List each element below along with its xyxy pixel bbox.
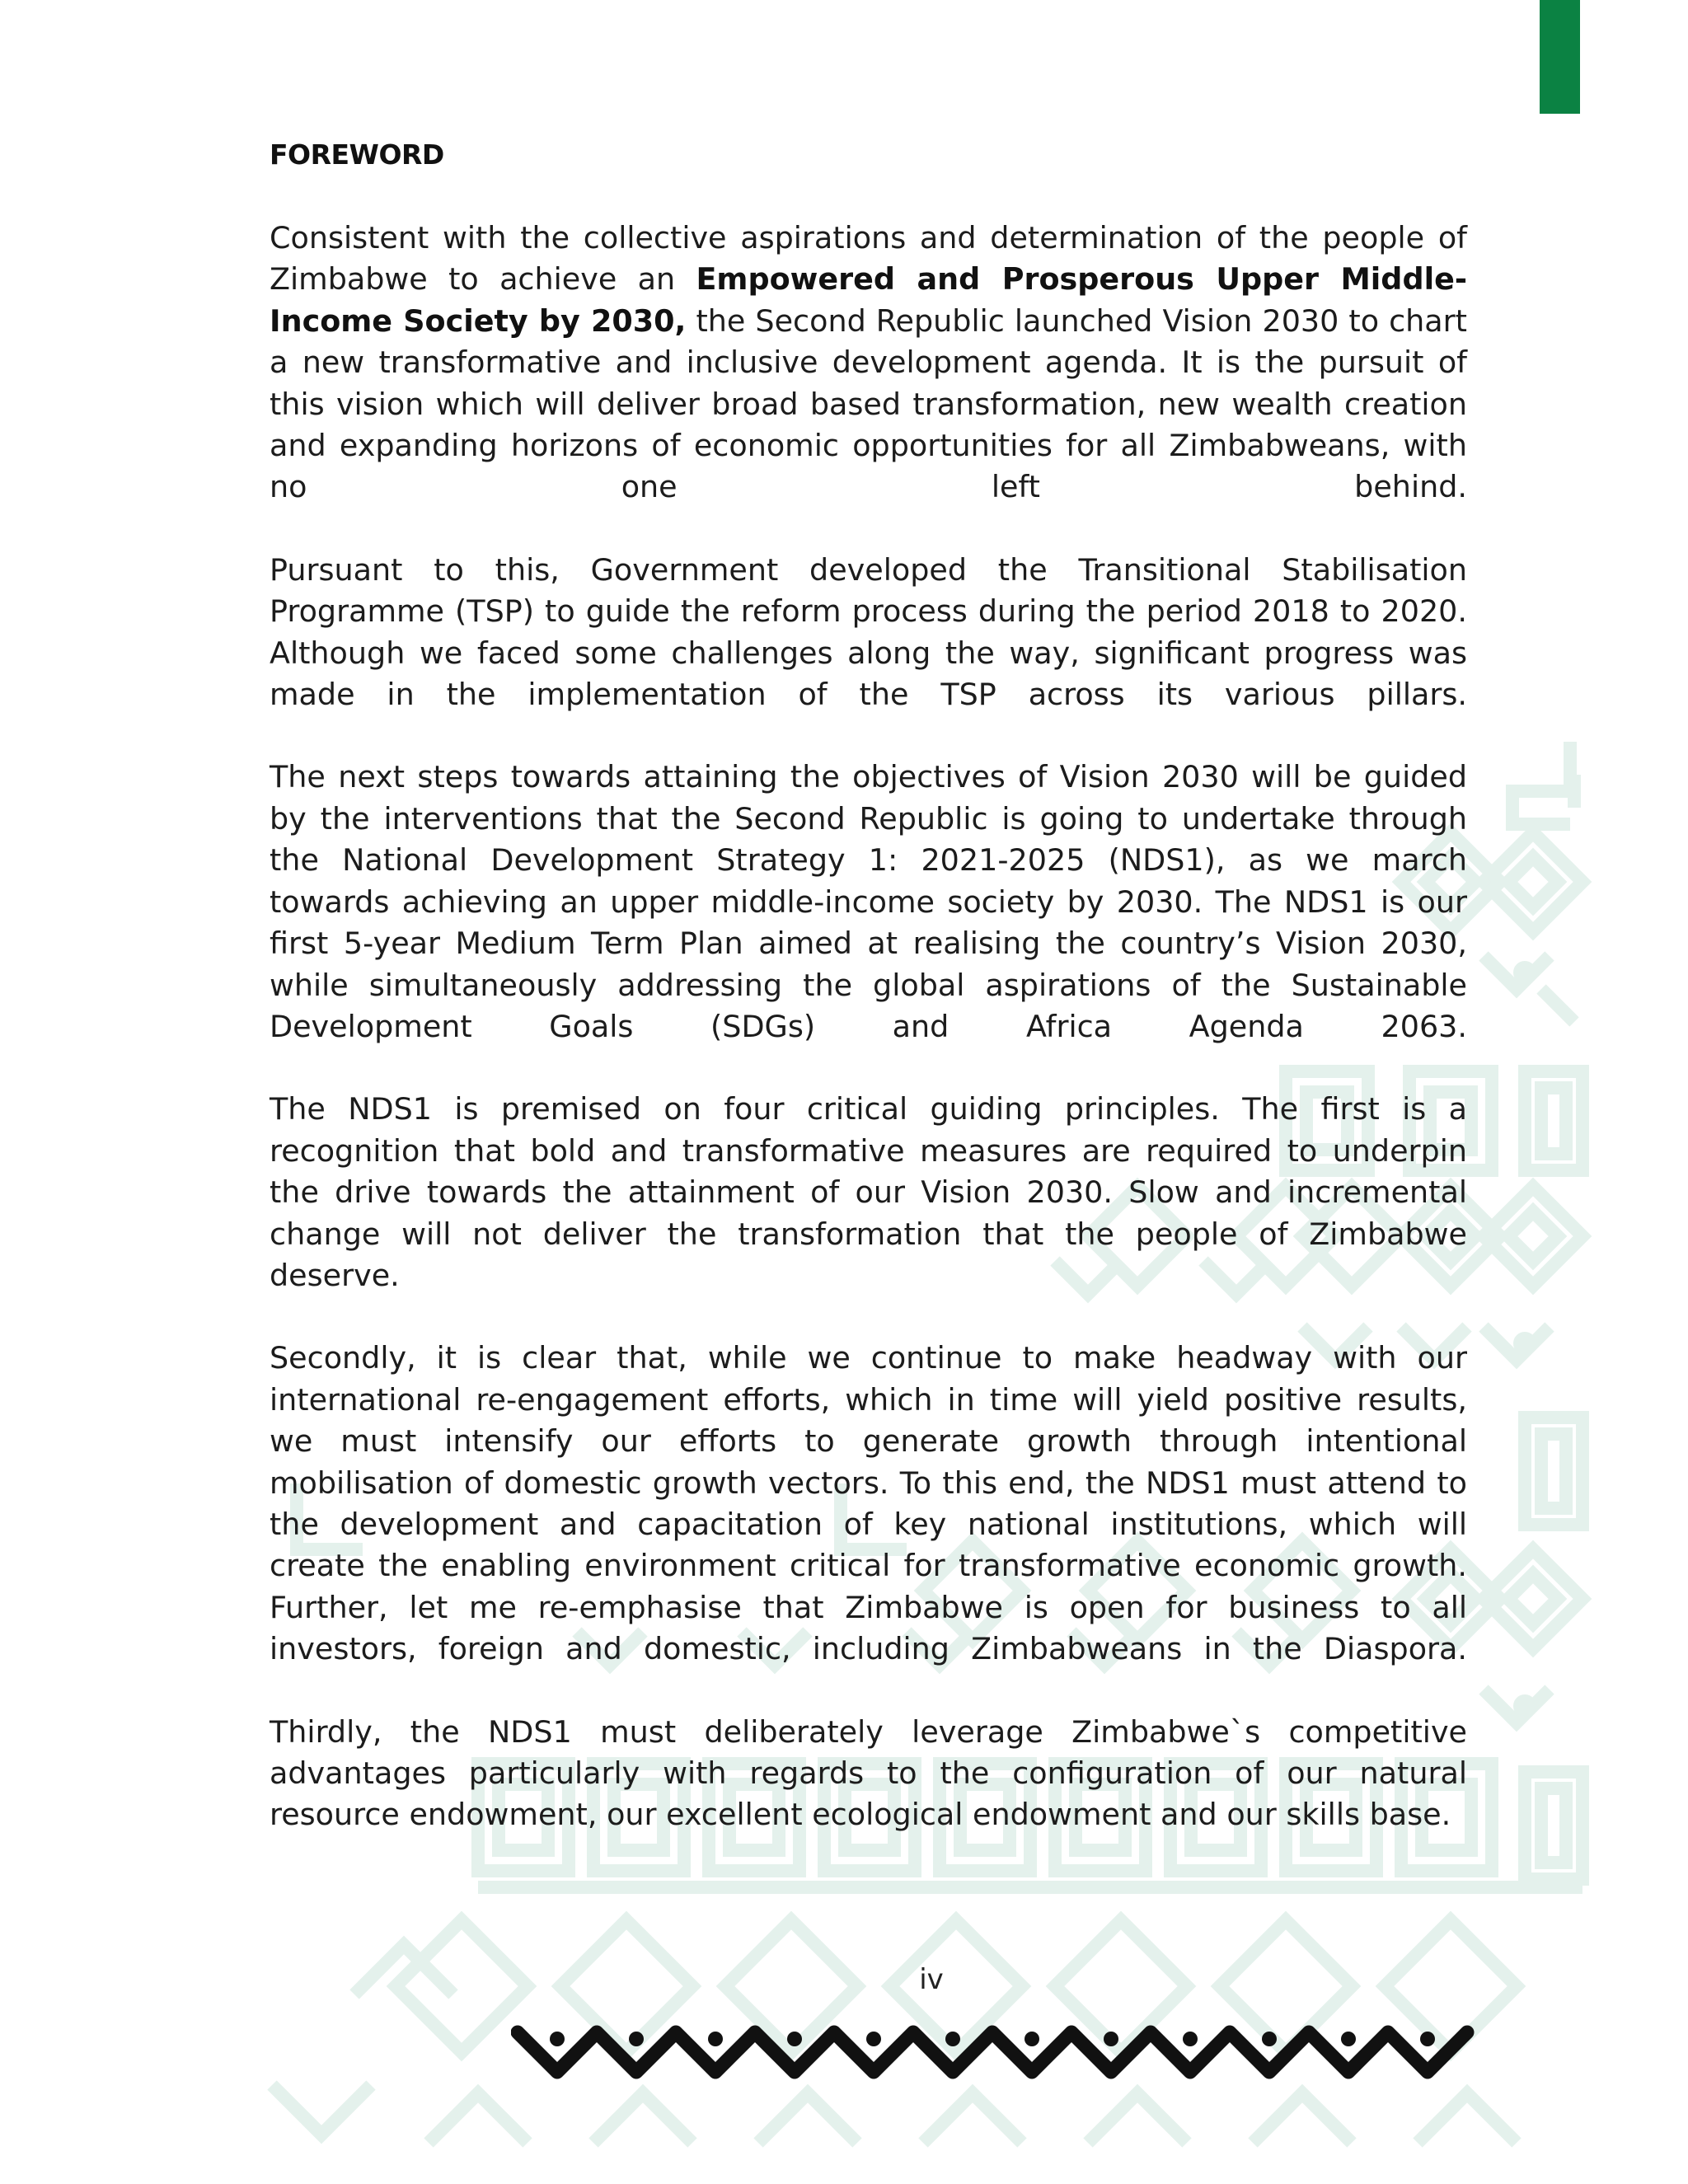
page-number: iv	[919, 1963, 944, 1996]
paragraph-3: The next steps towards attaining the objectives of Vision 2030 will be guided by the interventions that the Second Republic is going to undertake through the National Development Strategy 1: 2021-2025 (NDS1), as we march towards achieving an upper middle-income society by 2030. The NDS1 is our first 5-year Medium Term Plan aimed at realising the country’s Vision 2030, while simultaneously addressing the global aspirations of the Sustainable Development Goals (SDGs) and Africa Agenda 2063.	[270, 759, 1467, 1044]
zigzag-footer-band	[511, 2021, 1477, 2082]
paragraph-5: Secondly, it is clear that, while we continue to make headway with our international re-engagement efforts, which in time will yield positive results, we must intensify our efforts to generate growth through intentional mobilisation of domestic growth vectors. To this end, the NDS1 must attend to the development and capacitation of key national institutions, which will create the enabling environment critical for transformative economic growth. Further, let me re-emphasise that Zimbabwe is open for business to all investors, foreign and domestic, including Zimbabweans in the Diaspora.	[270, 1340, 1467, 1667]
paragraph-4: The NDS1 is premised on four critical guiding principles. The first is a recognition that bold and transformative measures are required to underpin the drive towards the attainment of our Vision 2030. Slow and incremental change will not deliver the transformation that the people of Zimbabwe deserve.	[270, 1091, 1467, 1293]
paragraph-1-bold-phrase: Empowered and Prosperous Upper Middle-Income Society by 2030,	[270, 261, 1467, 339]
paragraph-6: Thirdly, the NDS1 must deliberately leverage Zimbabwe`s competitive advantages particularly with regards to the configuration of our natural resource endowment, our excellent ecological endowment and our skills base.	[270, 1713, 1467, 1833]
paragraph-1	[270, 218, 1467, 509]
page-heading: FOREWORD	[270, 138, 444, 171]
paragraph-1-text-a: Consistent with the collective aspirations and determination of the people of Zimbabwe to achieve an	[270, 220, 1467, 298]
paragraph-2: Pursuant to this, Government developed the Transitional Stabilisation Programme (TSP) to guide the reform process during the period 2018 to 2020. Although we faced some challenges along the way, significant progress was made in the implementation of the TSP across its various pillars.	[270, 551, 1467, 713]
green-tab	[1540, 0, 1580, 114]
foreword-body	[270, 218, 1467, 1877]
paragraph-1-text-b: the Second Republic launched Vision 2030 to chart a new transformative and inclusive development agenda. It is the pursuit of this vision which will deliver broad based transformation, new wealth creation and expanding horizons of economic opportunities for all Zimbabweans, with no one left behind.	[270, 302, 1467, 505]
